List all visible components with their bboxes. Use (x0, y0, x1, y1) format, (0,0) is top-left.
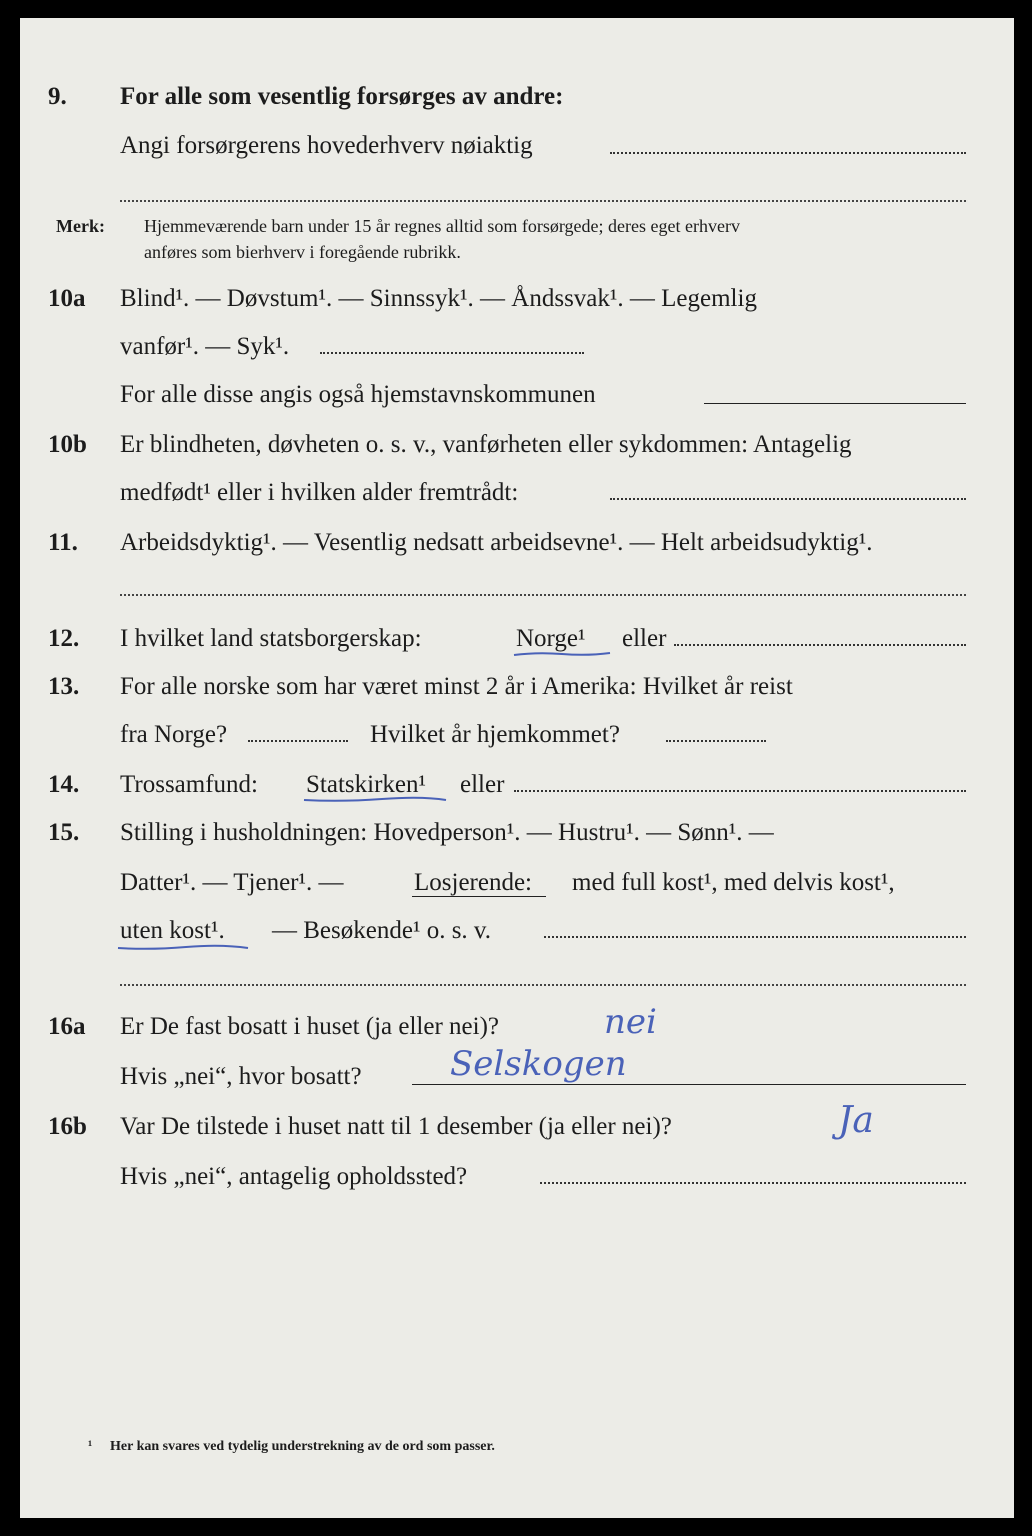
q10b-text-line1: Er blindheten, døvheten o. s. v., vanførheten eller sykdommen: Antagelig (120, 431, 852, 458)
q12-answer-line[interactable] (674, 644, 966, 646)
q12-norge-underline-mark (512, 650, 612, 658)
q16a-handwritten-location[interactable]: Selskogen (450, 1044, 627, 1084)
q15-uten-kost-underline-mark (116, 944, 250, 952)
q16a-number: 16a (48, 1013, 86, 1040)
q13-hjemkommet-prompt: Hvilket år hjemkommet? (370, 721, 620, 748)
q16b-question: Var De tilstede i huset natt til 1 desember (ja eller nei)? (120, 1113, 672, 1140)
q10b-answer-line[interactable] (610, 498, 966, 500)
q10a-syk-answer-line[interactable] (320, 352, 584, 354)
q15-answer-line[interactable] (544, 936, 966, 938)
footnote-text: Her kan svares ved tydelig understrekning av de ord som passer. (110, 1439, 495, 1454)
q9-heading: For alle som vesentlig forsørges av andre: (120, 83, 564, 110)
q16b-number: 16b (48, 1113, 87, 1140)
q15-option-losjerende[interactable]: Losjerende: (414, 869, 533, 896)
q12-prompt: I hvilket land statsborgerskap: (120, 625, 422, 652)
q16a-where-prompt: Hvis „nei“, hvor bosatt? (120, 1063, 362, 1090)
q14-answer-line[interactable] (514, 790, 966, 792)
q16b-where-answer-line[interactable] (540, 1182, 966, 1184)
q16a-question: Er De fast bosatt i huset (ja eller nei)? (120, 1013, 500, 1040)
q10a-options-line2: vanfør¹. — Syk¹. (120, 333, 290, 360)
q10a-number: 10a (48, 285, 86, 312)
q15-losjerende-underline (412, 896, 546, 897)
q11-number: 11. (48, 529, 78, 556)
merk-label: Merk: (56, 216, 105, 236)
q13-text-line1: For alle norske som har været minst 2 år i Amerika: Hvilket år reist (120, 673, 793, 700)
census-form-page (20, 18, 1014, 1518)
q15-text-line2c: med full kost¹, med delvis kost¹, (572, 869, 895, 896)
q9-prompt: Angi forsørgerens hovederhverv nøiaktig (120, 132, 533, 159)
merk-text-line2: anføres som bierhverv i foregående rubrikk. (144, 242, 461, 262)
q15-text-line2a: Datter¹. — Tjener¹. — (120, 869, 344, 896)
merk-text-line1: Hjemmeværende barn under 15 år regnes alltid som forsørgede; deres eget erhverv (144, 216, 740, 236)
q9-number: 9. (48, 83, 67, 110)
q10a-options-line1: Blind¹. — Døvstum¹. — Sinnssyk¹. — Åndssvak¹. — Legemlig (120, 285, 757, 312)
q9-second-line[interactable] (120, 200, 966, 202)
q13-number: 13. (48, 673, 80, 700)
q14-or-label: eller (460, 771, 505, 798)
q10b-number: 10b (48, 431, 87, 458)
q16b-handwritten-answer[interactable]: Ja (838, 1100, 874, 1141)
q16b-where-prompt: Hvis „nei“, antagelig opholdssted? (120, 1163, 468, 1190)
q9-answer-line[interactable] (610, 152, 966, 154)
q15-text-line1: Stilling i husholdningen: Hovedperson¹. — Hustru¹. — Sønn¹. — (120, 819, 774, 846)
separator-after-q11 (120, 594, 966, 596)
q14-statskirken-underline-mark (302, 796, 448, 804)
footnote-mark: ¹ (88, 1439, 93, 1454)
q13-hjemkommet-answer-line[interactable] (666, 740, 766, 742)
q10b-text-line2: medfødt¹ eller i hvilken alder fremtrådt: (120, 479, 519, 506)
q12-number: 12. (48, 625, 80, 652)
q14-option-statskirken[interactable]: Statskirken¹ (306, 771, 426, 798)
q16a-handwritten-answer[interactable]: nei (604, 1002, 657, 1042)
q11-options: Arbeidsdyktig¹. — Vesentlig nedsatt arbeidsevne¹. — Helt arbeidsudyktig¹. (120, 529, 873, 556)
q14-prompt: Trossamfund: (120, 771, 258, 798)
q15-number: 15. (48, 819, 80, 846)
q12-option-norge[interactable]: Norge¹ (516, 625, 586, 652)
q16a-where-answer-line[interactable] (412, 1084, 966, 1085)
q14-number: 14. (48, 771, 80, 798)
separator-after-q15 (120, 984, 966, 986)
q13-reist-prompt: fra Norge? (120, 721, 228, 748)
q10a-hjemstavn-prompt: For alle disse angis også hjemstavnskommunen (120, 381, 596, 408)
q12-or-label: eller (622, 625, 667, 652)
q15-text-line3b: — Besøkende¹ o. s. v. (272, 917, 492, 944)
q13-reist-answer-line[interactable] (248, 740, 348, 742)
q15-option-uten-kost[interactable]: uten kost¹. (120, 917, 225, 944)
q10a-hjemstavn-answer-line[interactable] (704, 403, 966, 404)
